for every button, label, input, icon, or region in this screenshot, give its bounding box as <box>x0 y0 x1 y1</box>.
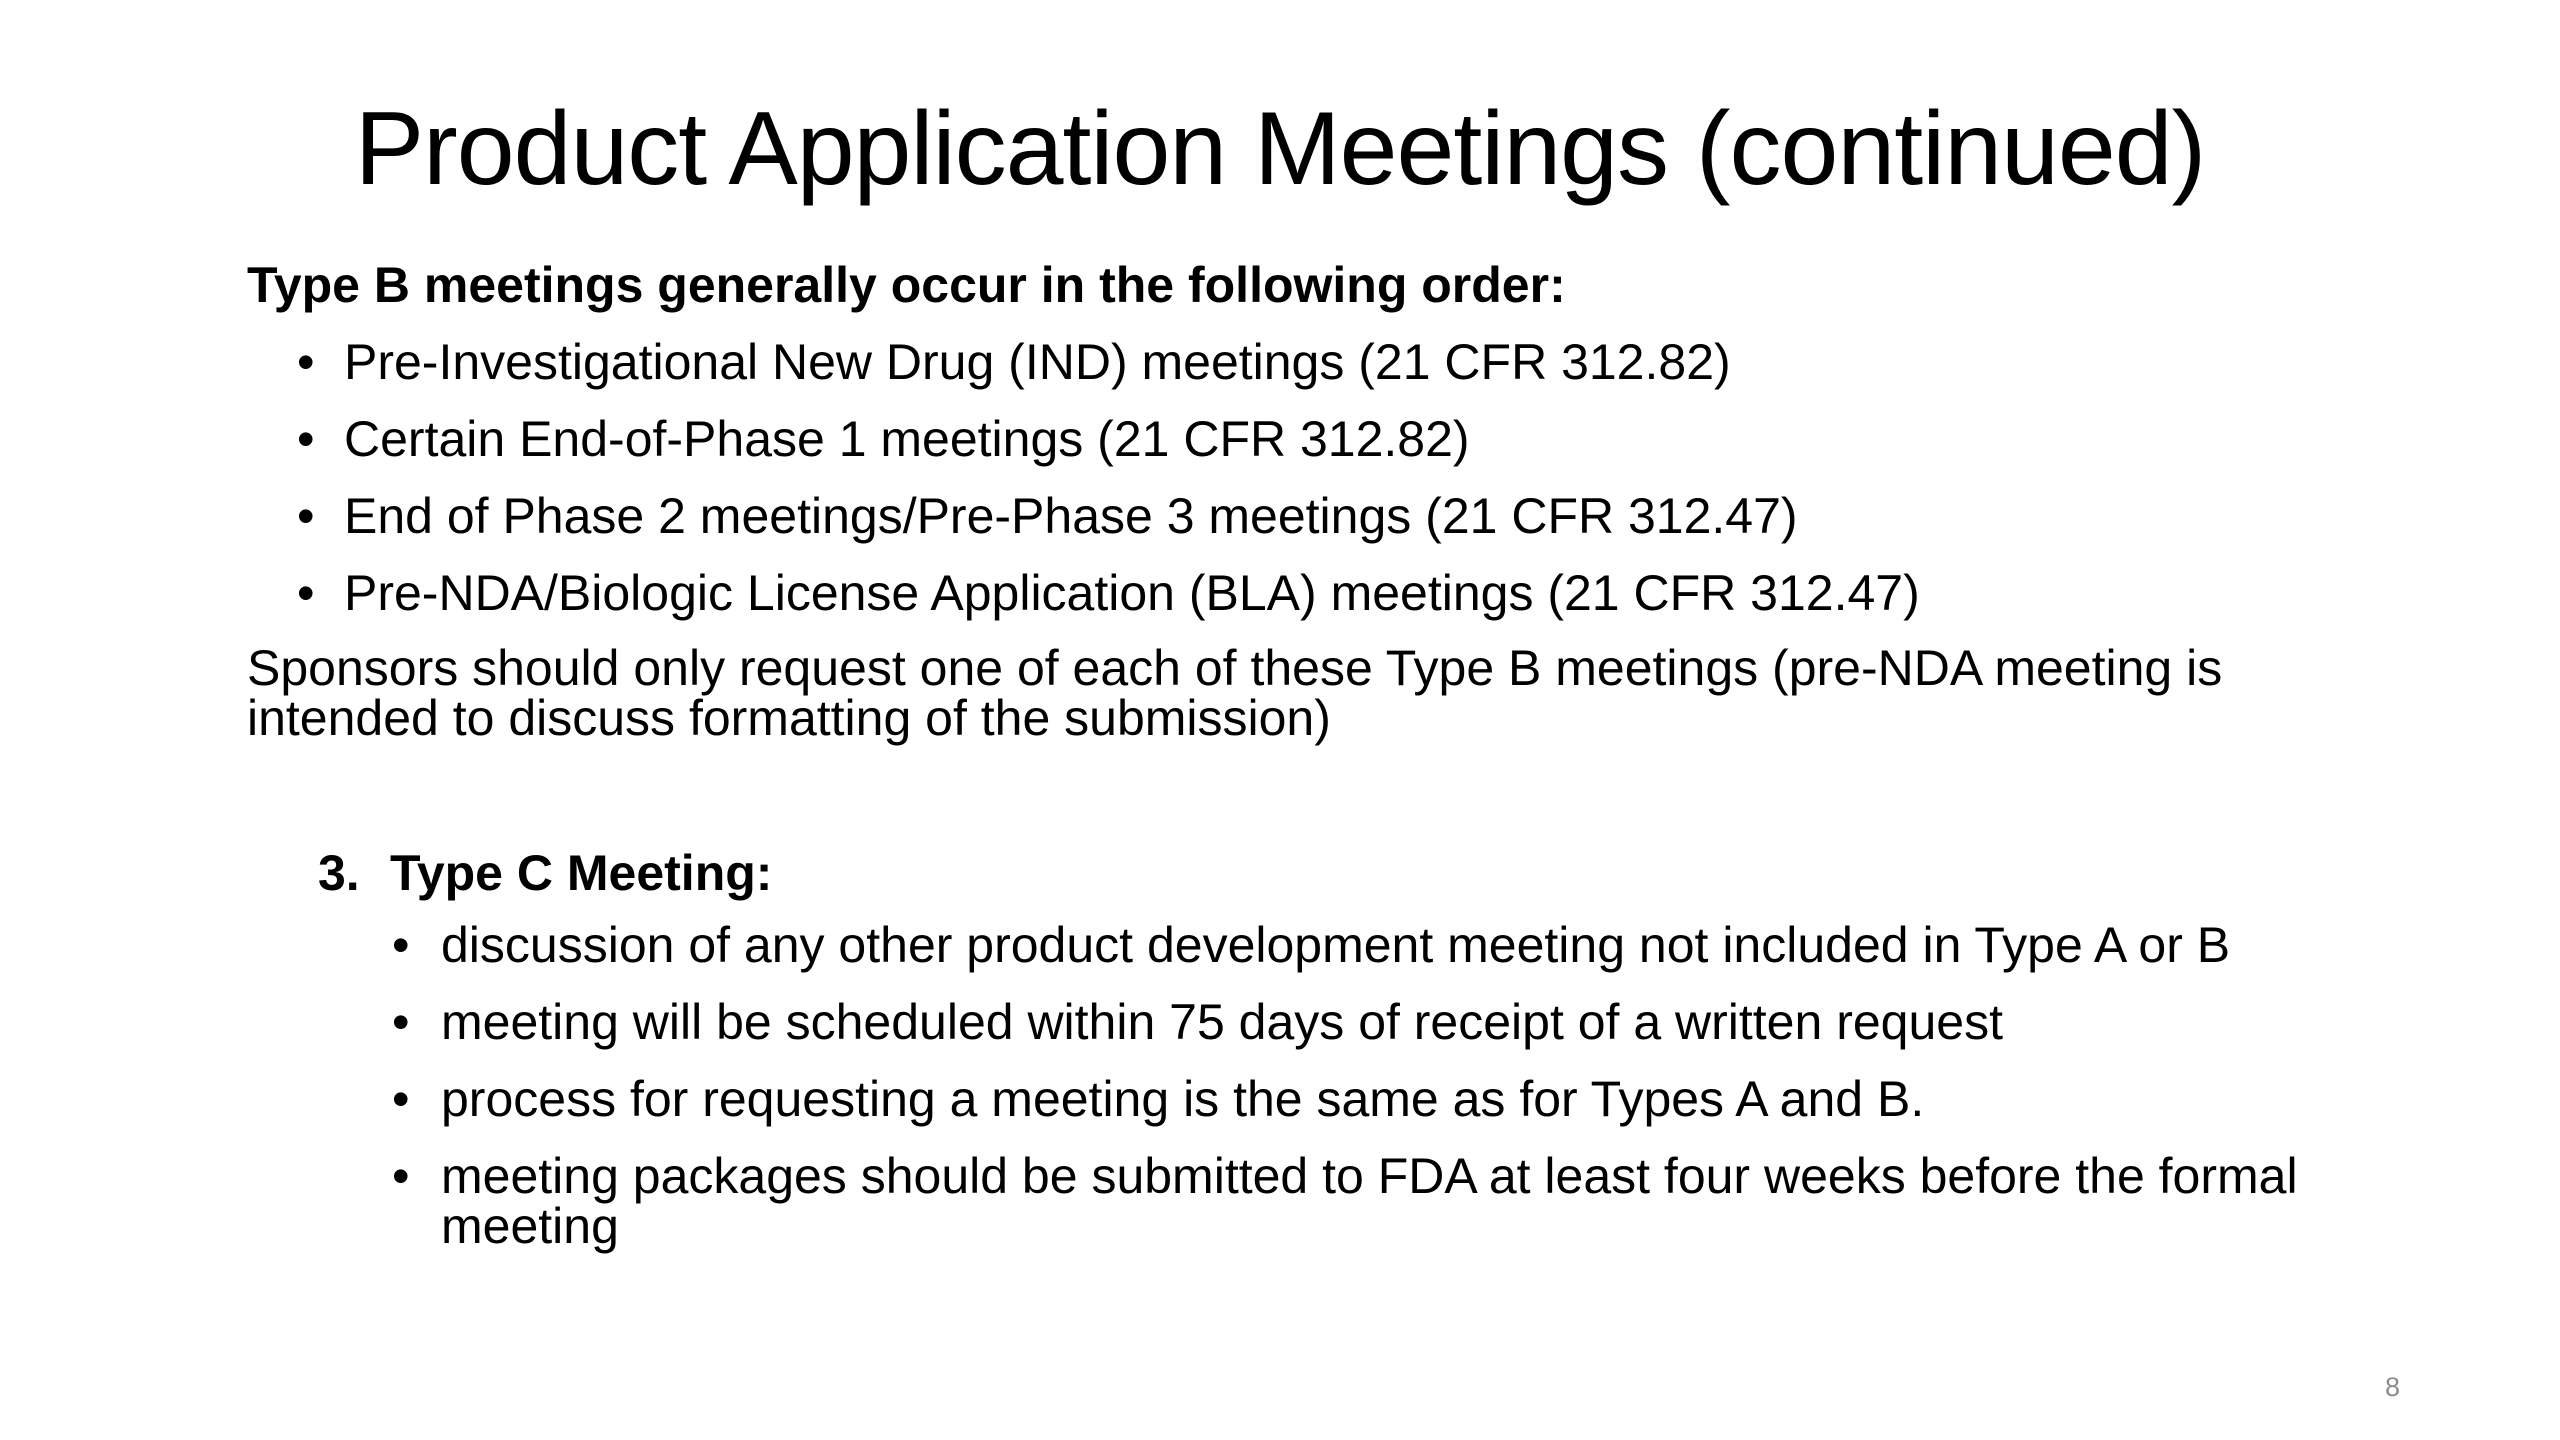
list-item <box>392 917 2392 973</box>
page-number: 8 <box>2384 1372 2400 1402</box>
type-b-heading: Type B meetings generally occur in the following order: <box>247 257 1566 313</box>
bullet-icon: • <box>297 334 315 390</box>
section-number: 3. <box>318 845 360 901</box>
list-item <box>392 1071 2392 1127</box>
list-item-text: End of Phase 2 meetings/Pre-Phase 3 meetings (21 CFR 312.47) <box>344 488 1798 544</box>
type-c-list <box>392 917 2392 1278</box>
list-item <box>297 332 2397 392</box>
list-item <box>297 563 2397 623</box>
type-c-heading <box>318 843 772 903</box>
list-item-text: meeting will be scheduled within 75 days of receipt of a written request <box>441 994 2003 1050</box>
section-title: Type C Meeting: <box>390 845 773 901</box>
bullet-icon: • <box>297 565 315 621</box>
type-b-note: Sponsors should only request one of each of these Type B meetings (pre-NDA meeting is intended to discuss formatting of the submission) <box>247 640 2223 746</box>
list-item-text: Pre-Investigational New Drug (IND) meetings (21 CFR 312.82) <box>344 334 1731 390</box>
bullet-icon: • <box>297 488 315 544</box>
bullet-icon: • <box>297 411 315 467</box>
bullet-icon: • <box>392 994 410 1050</box>
bullet-icon: • <box>392 1071 410 1127</box>
list-item <box>392 1148 2392 1254</box>
list-item-text: process for requesting a meeting is the same as for Types A and B. <box>441 1071 1925 1127</box>
list-item <box>297 486 2397 546</box>
list-item-text: Pre-NDA/Biologic License Application (BLA) meetings (21 CFR 312.47) <box>344 565 1920 621</box>
list-item-text: discussion of any other product development meeting not included in Type A or B <box>441 917 2231 973</box>
list-item-text: Certain End-of-Phase 1 meetings (21 CFR 312.82) <box>344 411 1470 467</box>
list-item <box>392 994 2392 1050</box>
bullet-icon: • <box>392 917 410 973</box>
slide-title: Product Application Meetings (continued) <box>354 91 2206 207</box>
list-item <box>297 409 2397 469</box>
type-b-list <box>297 332 2397 640</box>
bullet-icon: • <box>392 1148 410 1204</box>
list-item-text: meeting packages should be submitted to FDA at least four weeks before the formal meeting <box>441 1148 2298 1254</box>
